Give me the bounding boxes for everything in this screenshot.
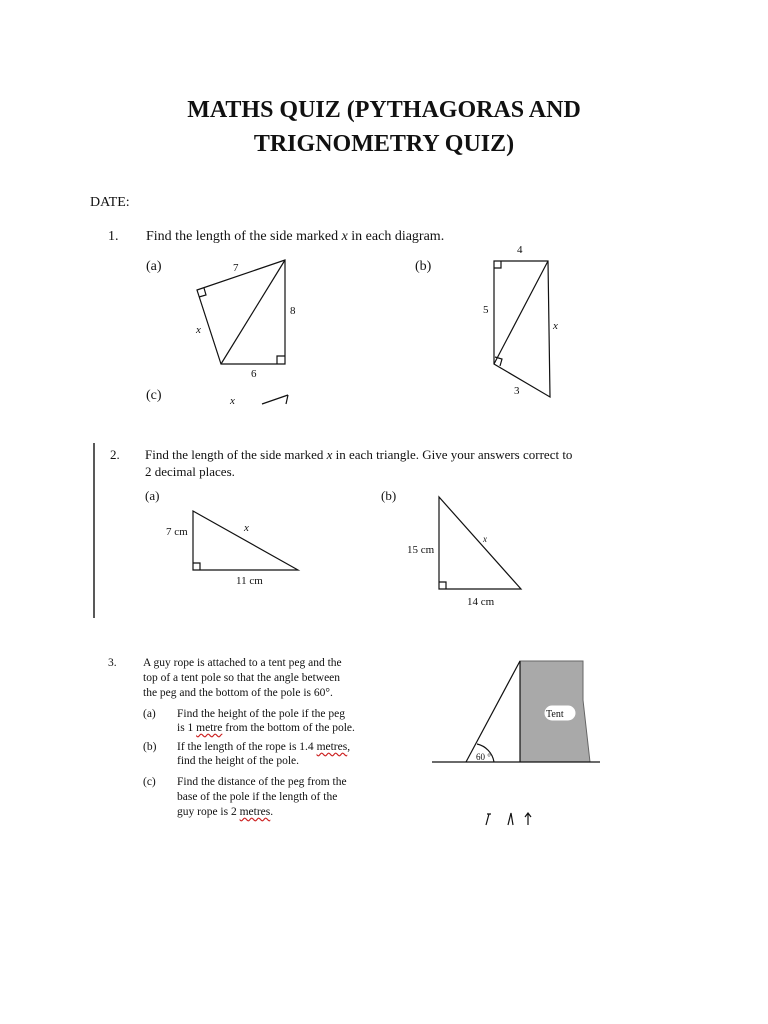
q1a-label: (a): [146, 259, 162, 274]
q3b-line1-pre: If the length of the rope is 1.4: [177, 741, 317, 753]
q3-intro-line1: A guy rope is attached to a tent peg and the: [143, 657, 342, 669]
q2-text-before: Find the length of the side marked: [145, 447, 327, 462]
q3a-line2-post: from the bottom of the pole.: [222, 722, 355, 734]
page-title-line1: MATHS QUIZ (PYTHAGORAS AND: [187, 97, 581, 123]
date-label: DATE:: [90, 195, 130, 210]
q3c-line2: base of the pole if the length of the: [177, 791, 338, 803]
q1c-partial-label: x: [230, 395, 235, 407]
q2a-hyp-label: x: [244, 522, 249, 534]
q2b-label: (b): [381, 488, 397, 503]
q1b-side-top: 4: [517, 244, 523, 256]
q3a-line1: Find the height of the pole if the peg: [177, 708, 345, 720]
q2-number: 2.: [110, 447, 120, 462]
q2-var: x: [326, 447, 333, 462]
q1-var: x: [341, 229, 348, 244]
q2b-vertical-label: 15 cm: [407, 544, 435, 556]
q3a-label: (a): [143, 708, 156, 720]
q3a-line2-pre: is 1: [177, 722, 197, 734]
q2-text-line2: 2 decimal places.: [145, 464, 235, 479]
q2a-vertical-label: 7 cm: [166, 526, 188, 538]
q1c-label: (c): [146, 388, 162, 403]
angle-label: 60 °: [476, 752, 491, 762]
q3b-spell-word: metres: [316, 741, 348, 753]
partial-mark-3: [525, 813, 531, 825]
q2a-horizontal-label: 11 cm: [236, 575, 263, 587]
guy-rope: [466, 661, 520, 762]
q1b-side-left: 5: [483, 304, 489, 316]
q3c-spell-word: metres: [239, 806, 271, 818]
q3a-spell-word: metre: [196, 722, 223, 734]
page-title-line2: TRIGNOMETRY QUIZ): [253, 131, 515, 157]
partial-mark-1: [486, 814, 491, 825]
q3b-line2: find the height of the pole.: [177, 755, 299, 767]
q3c-label: (c): [143, 776, 156, 788]
q2b-hyp-label: x: [483, 534, 487, 544]
q3-number: 3.: [108, 657, 117, 669]
q2-text-after: in each triangle. Give your answers correct to: [332, 447, 573, 462]
q3c-line3-post: .: [270, 806, 274, 818]
tent-label: Tent: [546, 709, 564, 720]
q3c-line3-pre: guy rope is 2: [177, 806, 240, 818]
q3-intro-line2: top of a tent pole so that the angle between: [143, 672, 341, 684]
q3-intro-line3: the peg and the bottom of the pole is 60°.: [143, 687, 333, 699]
q1-text-after: in each diagram.: [347, 229, 445, 244]
q1-number: 1.: [108, 229, 119, 244]
q1a-side-right: 8: [290, 305, 296, 317]
q1b-side-right: x: [553, 320, 558, 332]
q3c-line1: Find the distance of the peg from the: [177, 776, 347, 788]
q1b-label: (b): [415, 259, 432, 274]
q2b-horizontal-label: 14 cm: [467, 596, 495, 608]
q1-text-before: Find the length of the side marked: [146, 229, 342, 244]
q3b-label: (b): [143, 741, 157, 753]
q1a-side-left: x: [196, 324, 201, 336]
q3b-line1-post: ,: [347, 741, 351, 753]
q1a-side-top: 7: [233, 262, 239, 274]
q1b-side-bottom: 3: [514, 385, 520, 397]
q1a-side-bottom: 6: [251, 368, 257, 380]
q2a-label: (a): [145, 488, 160, 503]
partial-mark-2: [508, 813, 513, 825]
